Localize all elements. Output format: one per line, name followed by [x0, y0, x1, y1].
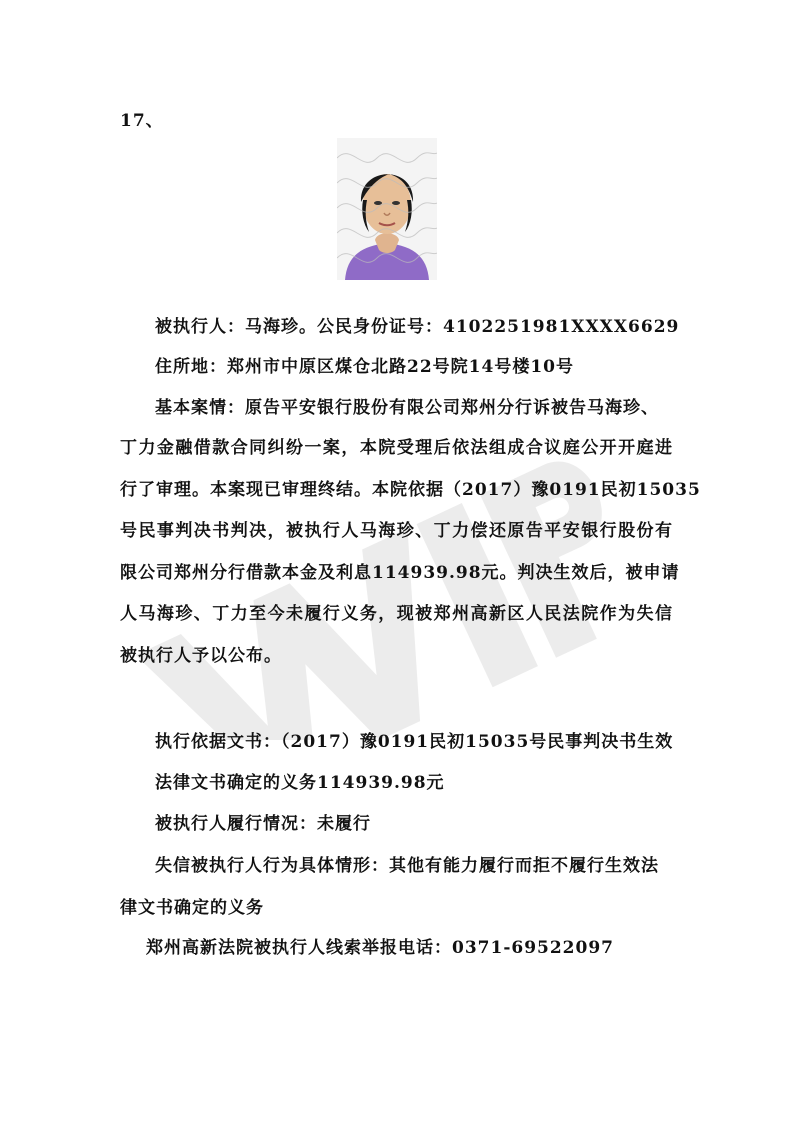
case-summary-line-3: 行了审理。本案现已审理终结。本院依据（2017）豫0191民初15035 [120, 480, 701, 500]
case-summary-line-6: 人马海珍、丁力至今未履行义务，现被郑州高新区人民法院作为失信 [120, 604, 673, 624]
report-phone-line: 郑州高新法院被执行人线索举报电话：0371-69522097 [146, 938, 614, 958]
performance-status-line: 被执行人履行情况：未履行 [155, 814, 371, 834]
case-summary-line-4: 号民事判决书判决，被执行人马海珍、丁力偿还原告平安银行股份有 [120, 521, 673, 541]
case-summary-line-5: 限公司郑州分行借款本金及利息114939.98元。判决生效后，被申请 [120, 563, 680, 583]
execution-basis-line-1: 执行依据文书：（2017）豫0191民初15035号民事判决书生效 [155, 732, 674, 752]
dishonesty-behavior-line-1: 失信被执行人行为具体情形：其他有能力履行而拒不履行生效法 [155, 856, 659, 876]
dishonesty-behavior-line-2: 律文书确定的义务 [120, 898, 264, 918]
item-number: 17、 [120, 111, 164, 131]
case-summary-line-7: 被执行人予以公布。 [120, 646, 282, 666]
case-summary-line-1: 基本案情：原告平安银行股份有限公司郑州分行诉被告马海珍、 [155, 398, 659, 418]
execution-basis-line-2: 法律文书确定的义务114939.98元 [155, 773, 445, 793]
residence-line: 住所地：郑州市中原区煤仓北路22号院14号楼10号 [155, 357, 574, 377]
debtor-id-line: 被执行人：马海珍。公民身份证号：4102251981XXXX6629 [155, 317, 680, 337]
case-summary-line-2: 丁力金融借款合同纠纷一案，本院受理后依法组成合议庭公开开庭进 [120, 438, 673, 458]
portrait-photo [337, 138, 437, 280]
